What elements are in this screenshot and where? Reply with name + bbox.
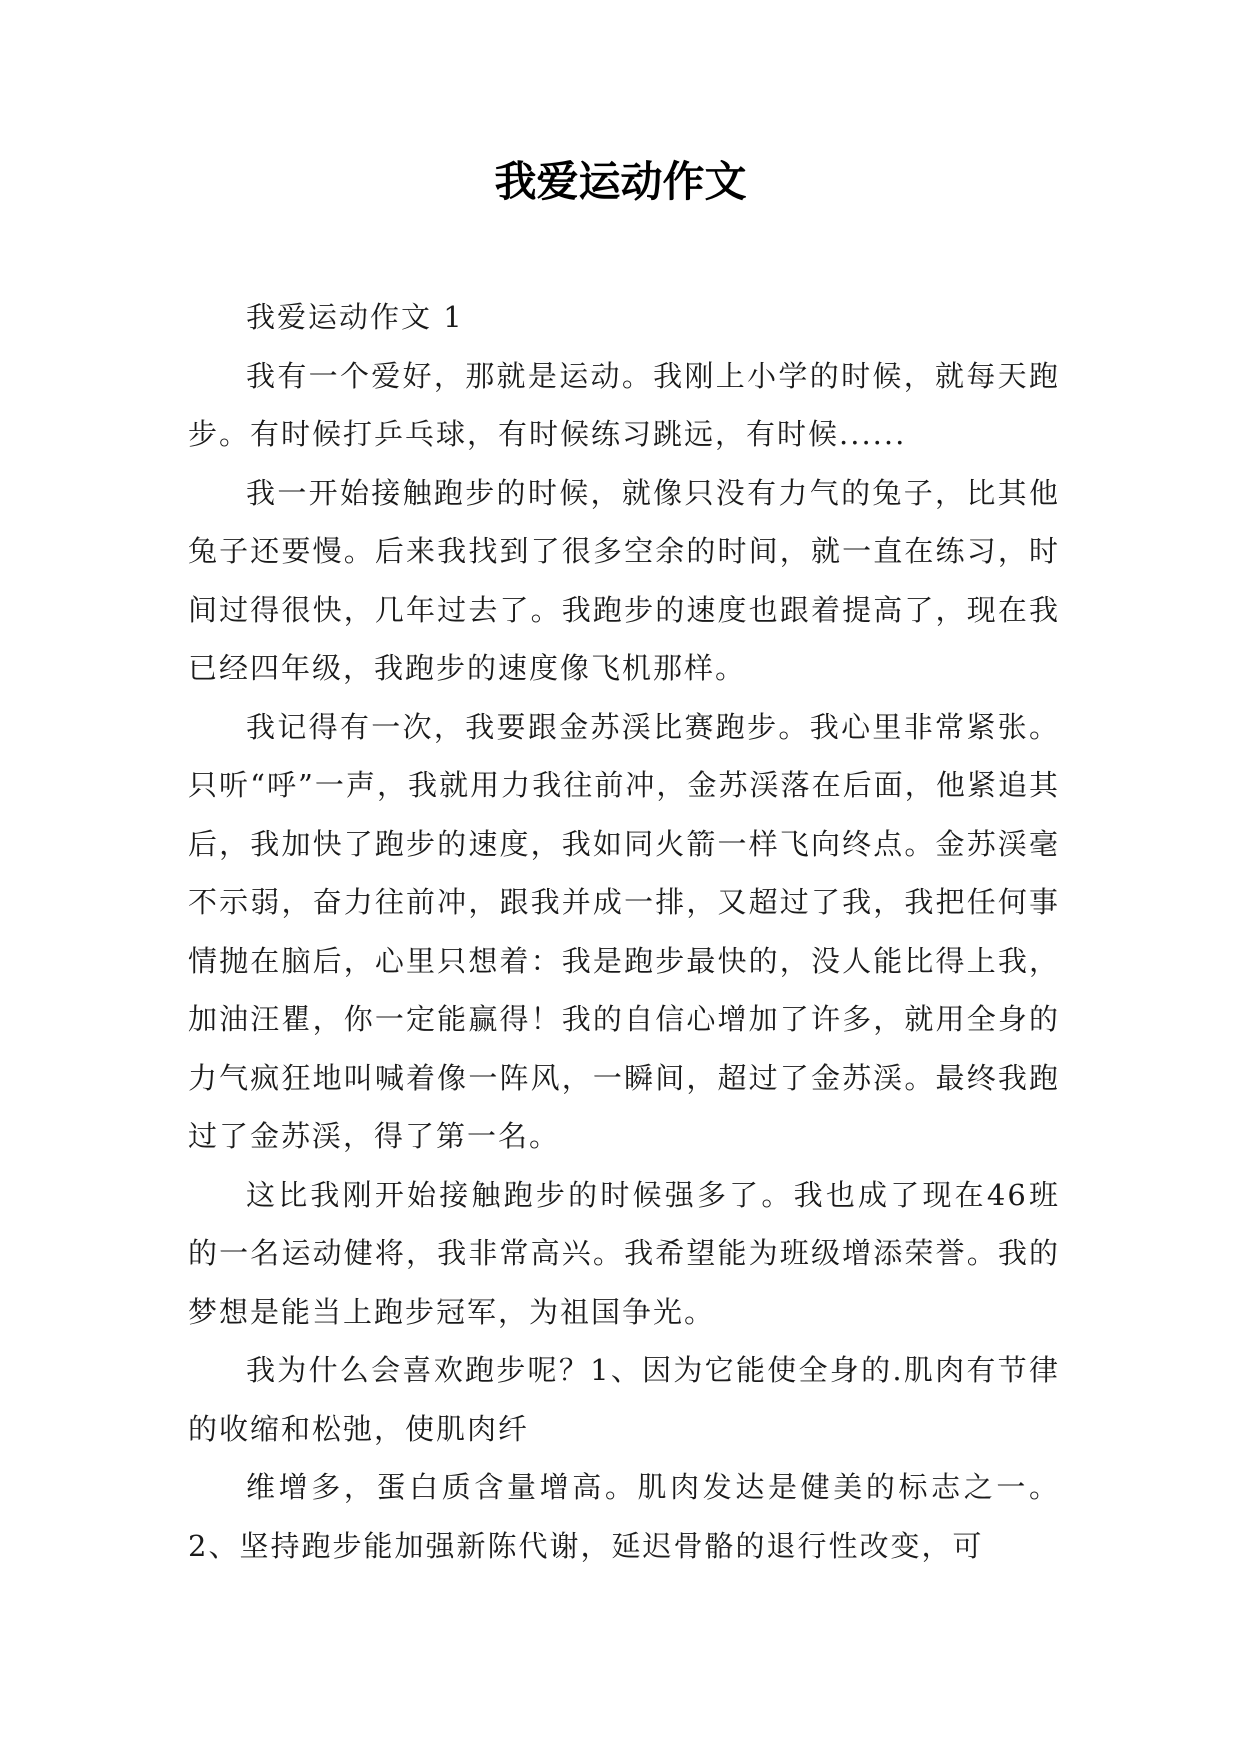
paragraph: 我为什么会喜欢跑步呢？1、因为它能使全身的.肌肉有节律的收缩和松弛，使肌肉纤	[188, 1353, 1060, 1446]
section-heading: 我爱运动作文 1	[246, 300, 464, 334]
paragraph: 我有一个爱好，那就是运动。我刚上小学的时候，就每天跑步。有时候打乒乓球，有时候练习跳远，有时候......	[188, 358, 1060, 451]
document-title: 我爱运动作文	[494, 157, 747, 206]
paragraph: 维增多，蛋白质含量增高。肌肉发达是健美的标志之一。2、坚持跑步能加强新陈代谢，延迟骨骼的退行性改变，可	[188, 1470, 1060, 1563]
paragraph: 这比我刚开始接触跑步的时候强多了。我也成了现在46班的一名运动健将，我非常高兴。我希望能为班级增添荣誉。我的梦想是能当上跑步冠军，为祖国争光。	[188, 1177, 1060, 1329]
paragraph: 我记得有一次，我要跟金苏渓比赛跑步。我心里非常紧张。只听“呼”一声，我就用力我往前冲，金苏渓落在后面，他紧追其后，我加快了跑步的速度，我如同火箭一样飞向终点。金苏渓毫不示弱，奋力往前冲，跟我并成一排，又超过了我，我把任何事情抛在脑后，心里只想着：我是跑步最快的，没人能比得上我，加油汪瞿，你一定能赢得！我的自信心增加了许多，就用全身的力气疯狂地叫喊着像一阵风，一瞬间，超过了金苏渓。最终我跑过了金苏渓，得了第一名。	[188, 709, 1060, 1153]
document-body	[188, 288, 1060, 1575]
paragraph: 我一开始接触跑步的时候，就像只没有力气的兔子，比其他兔子还要慢。后来我找到了很多空余的时间，就一直在练习，时间过得很快，几年过去了。我跑步的速度也跟着提高了，现在我已经四年级，我跑步的速度像飞机那样。	[188, 475, 1060, 685]
